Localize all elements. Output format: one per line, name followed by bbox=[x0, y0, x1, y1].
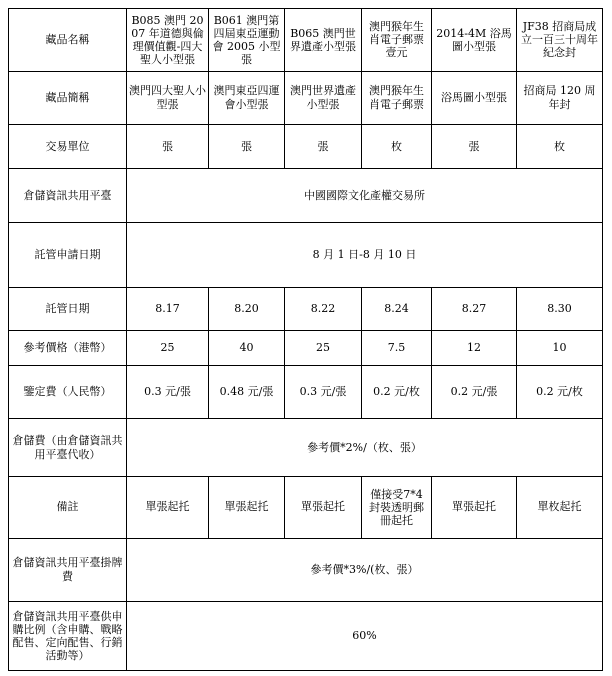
stamp-listing-table bbox=[8, 8, 603, 671]
row-label: 倉儲資訊共用平臺 bbox=[9, 169, 127, 223]
merged-cell: 60% bbox=[127, 601, 603, 670]
cell: 單張起托 bbox=[209, 477, 285, 539]
cell: 張 bbox=[432, 124, 517, 169]
cell: B085 澳門 2007 年道德與倫理價值觀-四大聖人小型張 bbox=[127, 9, 209, 72]
cell: 單張起托 bbox=[432, 477, 517, 539]
row-label: 鑒定費（人民幣） bbox=[9, 366, 127, 419]
cell: 2014-4M 浴馬圖小型張 bbox=[432, 9, 517, 72]
cell: 8.24 bbox=[362, 288, 432, 331]
cell: 枚 bbox=[362, 124, 432, 169]
row-label: 倉儲資訊共用平臺供申購比例（含申購、戰略配售、定向配售、行銷活動等） bbox=[9, 601, 127, 670]
cell: 招商局 120 周年封 bbox=[517, 71, 603, 124]
cell: 張 bbox=[285, 124, 362, 169]
row-label: 交易單位 bbox=[9, 124, 127, 169]
row-label: 藏品名稱 bbox=[9, 9, 127, 72]
cell: 0.2 元/張 bbox=[432, 366, 517, 419]
merged-cell: 參考價*2%/（枚、張） bbox=[127, 419, 603, 477]
row-custody-date bbox=[9, 288, 603, 331]
cell: 8.27 bbox=[432, 288, 517, 331]
row-storage-fee bbox=[9, 419, 603, 477]
row-label: 參考價格（港幣） bbox=[9, 330, 127, 366]
cell: 8.22 bbox=[285, 288, 362, 331]
merged-cell: 參考價*3%/(枚、張） bbox=[127, 538, 603, 601]
cell: 25 bbox=[285, 330, 362, 366]
cell: 40 bbox=[209, 330, 285, 366]
cell: 8.20 bbox=[209, 288, 285, 331]
cell: 單枚起托 bbox=[517, 477, 603, 539]
cell: 浴馬圖小型張 bbox=[432, 71, 517, 124]
cell: JF38 招商局成立一百三十周年紀念封 bbox=[517, 9, 603, 72]
cell: 僅接受7*4 封裝透明郵冊起托 bbox=[362, 477, 432, 539]
cell: 8.17 bbox=[127, 288, 209, 331]
row-label: 倉儲資訊共用平臺掛牌費 bbox=[9, 538, 127, 601]
row-appraisal-fee bbox=[9, 366, 603, 419]
row-label: 託管申請日期 bbox=[9, 223, 127, 288]
merged-cell: 8 月 1 日-8 月 10 日 bbox=[127, 223, 603, 288]
row-custody-apply-date bbox=[9, 223, 603, 288]
cell: 單張起托 bbox=[127, 477, 209, 539]
row-item-name bbox=[9, 9, 603, 72]
row-label: 倉儲費（由倉儲資訊共用平臺代收） bbox=[9, 419, 127, 477]
cell: 12 bbox=[432, 330, 517, 366]
merged-cell: 中國國際文化產權交易所 bbox=[127, 169, 603, 223]
cell: 8.30 bbox=[517, 288, 603, 331]
row-label: 備註 bbox=[9, 477, 127, 539]
cell: 0.3 元/張 bbox=[127, 366, 209, 419]
cell: 0.2 元/枚 bbox=[517, 366, 603, 419]
cell: 0.2 元/枚 bbox=[362, 366, 432, 419]
row-item-short-name bbox=[9, 71, 603, 124]
cell: 0.48 元/張 bbox=[209, 366, 285, 419]
row-platform bbox=[9, 169, 603, 223]
row-remarks bbox=[9, 477, 603, 539]
cell: 0.3 元/張 bbox=[285, 366, 362, 419]
cell: 10 bbox=[517, 330, 603, 366]
cell: 25 bbox=[127, 330, 209, 366]
cell: 澳門猴年生肖電子郵票壹元 bbox=[362, 9, 432, 72]
cell: 張 bbox=[209, 124, 285, 169]
cell: 澳門猴年生肖電子郵票 bbox=[362, 71, 432, 124]
row-reference-price bbox=[9, 330, 603, 366]
row-label: 託管日期 bbox=[9, 288, 127, 331]
cell: 枚 bbox=[517, 124, 603, 169]
row-subscription-ratio bbox=[9, 601, 603, 670]
cell: B065 澳門世界遺產小型張 bbox=[285, 9, 362, 72]
row-trade-unit bbox=[9, 124, 603, 169]
cell: 張 bbox=[127, 124, 209, 169]
cell: B061 澳門第四屆東亞運動會 2005 小型張 bbox=[209, 9, 285, 72]
cell: 澳門世界遺產小型張 bbox=[285, 71, 362, 124]
cell: 7.5 bbox=[362, 330, 432, 366]
cell: 澳門東亞四運會小型張 bbox=[209, 71, 285, 124]
row-label: 藏品簡稱 bbox=[9, 71, 127, 124]
cell: 單張起托 bbox=[285, 477, 362, 539]
row-listing-fee bbox=[9, 538, 603, 601]
cell: 澳門四大聖人小型張 bbox=[127, 71, 209, 124]
